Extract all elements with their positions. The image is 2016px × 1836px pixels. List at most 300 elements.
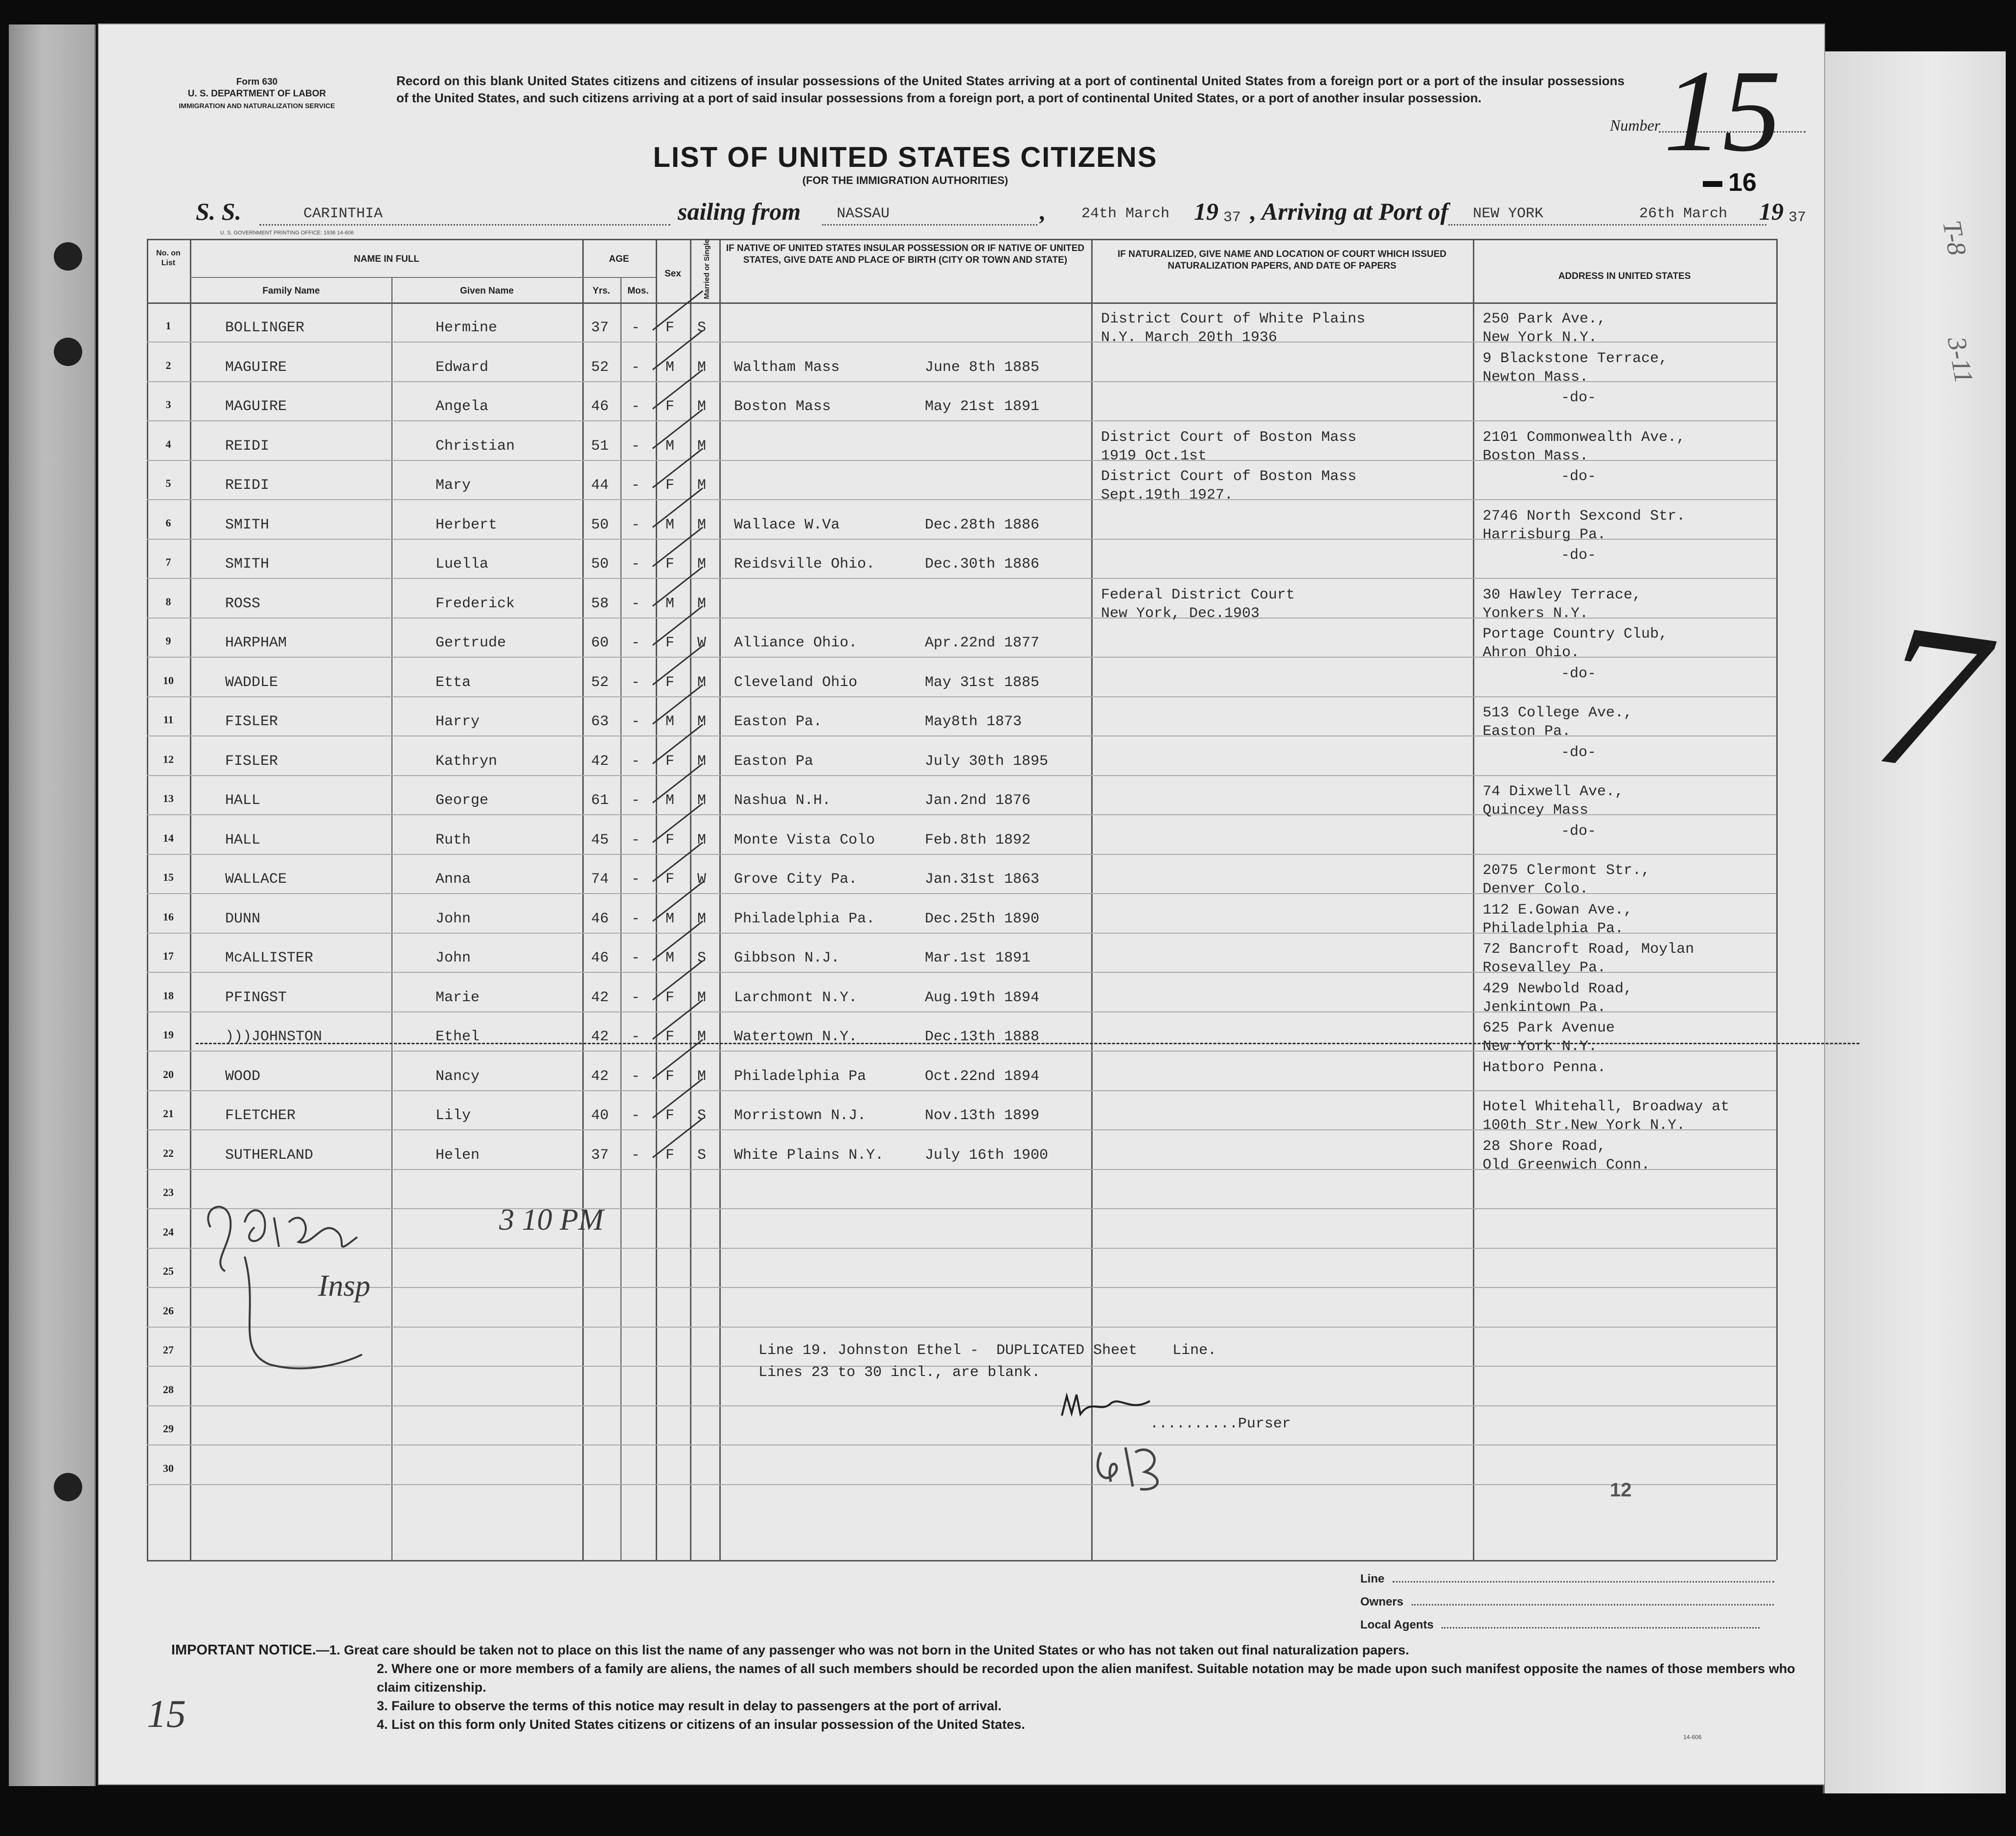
family-name: PFINGST	[225, 989, 287, 1006]
notice-item-3: 3. Failure to observe the terms of this notice may result in delay to passengers at the port of arrival.	[377, 1698, 1002, 1713]
birth-date: Dec.25th 1890	[925, 910, 1040, 927]
depart-year: 37	[1223, 209, 1241, 226]
row-number: 17	[163, 950, 174, 962]
family-name: HALL	[225, 831, 261, 849]
age-months: -	[631, 477, 641, 494]
given-name: Frederick	[435, 595, 515, 612]
row-number: 9	[165, 635, 171, 647]
sex: F	[665, 398, 675, 415]
row-number: 26	[163, 1304, 174, 1317]
given-name: Hermine	[435, 320, 498, 336]
arrival-time: 3 10 PM	[499, 1203, 604, 1237]
age-years: 63	[591, 713, 609, 730]
family-name: REIDI	[225, 477, 270, 494]
family-name: FISLER	[225, 753, 278, 770]
age-years: 42	[591, 1029, 609, 1045]
birth-date: Oct.22nd 1894	[925, 1068, 1040, 1085]
age-months: -	[631, 713, 641, 730]
notice-item-1: IMPORTANT NOTICE.—1. Great care should be taken not to place on this list the name of any passenger who was not born in the United States or who has not taken out final naturalization papers.	[171, 1642, 1409, 1658]
col-line	[1473, 239, 1474, 1560]
address-line-1: -do-	[1561, 823, 1597, 840]
sex: M	[665, 437, 675, 455]
age-years: 50	[591, 556, 609, 573]
birth-date: Aug.19th 1894	[925, 989, 1040, 1006]
age-years: 37	[591, 320, 609, 336]
port-line	[1448, 224, 1766, 226]
marital-status: M	[697, 556, 707, 573]
family-name: REIDI	[225, 437, 270, 455]
age-months: -	[631, 398, 641, 415]
sex: M	[665, 713, 675, 730]
check-mark	[652, 842, 703, 882]
age-months: -	[631, 320, 641, 336]
family-name: ROSS	[225, 595, 261, 612]
birth-date: Feb.8th 1892	[925, 831, 1031, 849]
side-mark-seven: 7	[1863, 578, 1997, 818]
row-number: 3	[165, 398, 171, 411]
address-line-1: -do-	[1561, 744, 1597, 761]
marital-status: M	[697, 595, 707, 612]
given-name: Ethel	[435, 1029, 480, 1045]
age-months: -	[631, 831, 641, 849]
age-months: -	[631, 359, 641, 376]
row-number: 28	[163, 1383, 174, 1396]
given-name: Gertrude	[435, 635, 506, 651]
check-mark	[652, 330, 703, 370]
age-years: 46	[591, 910, 609, 927]
owners-label: Owners	[1360, 1595, 1404, 1608]
birth-place: Boston Mass	[734, 398, 831, 415]
address-line-1: 2075 Clermont Str.,	[1483, 862, 1650, 879]
birth-date: July 16th 1900	[925, 1147, 1049, 1164]
row-number: 11	[163, 713, 174, 726]
page-title: LIST OF UNITED STATES CITIZENS	[653, 141, 1158, 173]
row-line	[147, 854, 1776, 855]
side-mark: 3-11	[1942, 335, 1979, 386]
address-line-1: -do-	[1561, 547, 1597, 564]
header-address: ADDRESS IN UNITED STATES	[1558, 271, 1691, 281]
table-bottom-line	[147, 1560, 1776, 1561]
header-sub-line	[190, 277, 656, 278]
row-number: 22	[163, 1147, 174, 1159]
age-years: 45	[591, 831, 609, 849]
birth-date: Jan.31st 1863	[925, 871, 1040, 888]
address-line-2: New York N.Y.	[1483, 329, 1598, 346]
marital-status: M	[697, 753, 707, 770]
family-name: MAGUIRE	[225, 398, 287, 415]
age-months: -	[631, 437, 641, 455]
age-years: 46	[591, 950, 609, 966]
given-name: Lily	[435, 1107, 471, 1124]
age-months: -	[631, 1068, 641, 1085]
sex: M	[665, 792, 675, 809]
agents-label: Local Agents	[1360, 1618, 1434, 1631]
age-years: 40	[591, 1107, 609, 1124]
row-number: 24	[163, 1225, 174, 1238]
ship-line	[259, 224, 670, 226]
row-number: 10	[163, 674, 174, 687]
check-mark	[652, 566, 703, 606]
check-mark	[652, 803, 703, 843]
row-line	[147, 696, 1776, 697]
check-mark	[652, 290, 703, 330]
check-mark	[652, 1078, 703, 1118]
birth-date: Dec.28th 1886	[925, 516, 1040, 533]
sex: F	[665, 477, 675, 494]
family-name: HALL	[225, 792, 261, 809]
birth-date: Jan.2nd 1876	[925, 792, 1031, 809]
address-line-2: 100th Str.New York N.Y.	[1483, 1117, 1686, 1134]
row-line	[147, 775, 1776, 776]
age-years: 44	[591, 477, 609, 494]
birth-place: Philadelphia Pa	[734, 1068, 867, 1085]
sex: M	[665, 910, 675, 927]
inspector-title: Insp	[318, 1269, 370, 1303]
number-value: 15	[1664, 46, 1781, 176]
arrive-year-prefix: 19	[1759, 198, 1784, 225]
row-number: 15	[163, 871, 174, 883]
adjacent-page-left-edge	[9, 24, 96, 1786]
marital-status: M	[697, 1068, 707, 1085]
age-months: -	[631, 910, 641, 927]
row-line	[147, 578, 1776, 579]
age-years: 60	[591, 635, 609, 651]
address-line-2: Ahron Ohio.	[1483, 644, 1580, 661]
address-line-2: Boston Mass.	[1483, 447, 1589, 464]
arrival-port: NEW YORK	[1473, 206, 1544, 222]
line-blank[interactable]	[1393, 1581, 1774, 1583]
header-bottom-line	[147, 302, 1776, 304]
notice-heading: IMPORTANT NOTICE.	[171, 1642, 316, 1658]
age-years: 50	[591, 516, 609, 533]
check-mark	[652, 999, 703, 1039]
age-months: -	[631, 1029, 641, 1045]
given-name: Christian	[435, 437, 515, 455]
given-name: Nancy	[435, 1068, 480, 1085]
manifest-page	[98, 23, 1825, 1785]
age-years: 52	[591, 674, 609, 691]
depart-year-prefix: 19	[1194, 198, 1218, 225]
given-name: Mary	[435, 477, 471, 494]
address-line-1: 112 E.Gowan Ave.,	[1483, 901, 1633, 918]
header-married-or-single: Married or Single	[703, 239, 711, 299]
comma: ,	[1040, 198, 1046, 225]
agents-blank[interactable]	[1442, 1627, 1760, 1629]
sex: F	[665, 556, 675, 573]
given-name: Harry	[435, 713, 480, 730]
birth-place: Gibbson N.J.	[734, 950, 840, 966]
birth-date: May 31st 1885	[925, 674, 1040, 691]
given-name: John	[435, 950, 471, 966]
family-name: WADDLE	[225, 674, 278, 691]
address-line-1: 72 Bancroft Road, Moylan	[1483, 941, 1695, 958]
note-blank-lines: Lines 23 to 30 incl., are blank.	[758, 1364, 1041, 1381]
sex: F	[665, 674, 675, 691]
check-mark	[652, 605, 703, 645]
check-mark	[652, 527, 703, 567]
row-number: 4	[165, 437, 171, 450]
sailing-label: sailing from	[678, 198, 801, 225]
company-line-field	[1360, 1572, 1825, 1586]
birth-date: June 8th 1885	[925, 359, 1040, 376]
binding-hole	[54, 1473, 82, 1501]
header-mos: Mos.	[627, 286, 649, 296]
initials-mark	[1086, 1433, 1174, 1496]
age-years: 58	[591, 595, 609, 612]
family-name: DUNN	[225, 910, 261, 927]
address-line-1: 2746 North Sexcond Str.	[1483, 507, 1686, 525]
naturalization-court: District Court of Boston Mass	[1101, 429, 1357, 446]
sex: F	[665, 753, 675, 770]
margin-number: 15	[147, 1693, 186, 1736]
age-months: -	[631, 989, 641, 1006]
check-mark	[652, 645, 703, 685]
age-years: 37	[591, 1147, 609, 1164]
address-line-1: 28 Shore Road,	[1483, 1138, 1606, 1155]
address-line-1: Hatboro Penna.	[1483, 1059, 1606, 1076]
birth-place: Cleveland Ohio	[734, 674, 858, 691]
address-line-2: Denver Colo.	[1483, 881, 1589, 897]
birth-place: Easton Pa	[734, 753, 814, 770]
marital-status: M	[697, 516, 707, 533]
naturalization-date: 1919 Oct.1st	[1101, 447, 1207, 464]
marital-status: M	[697, 437, 707, 455]
side-mark: T-8	[1937, 218, 1972, 258]
birth-place: Monte Vista Colo	[734, 831, 875, 849]
row-line	[147, 1405, 1776, 1406]
purser-label: ..........Purser	[1150, 1416, 1291, 1432]
naturalization-court: Federal District Court	[1101, 586, 1295, 603]
address-line-1: Hotel Whitehall, Broadway at	[1483, 1099, 1730, 1115]
col-line	[620, 277, 621, 1560]
given-name: John	[435, 910, 471, 927]
header-yrs: Yrs.	[593, 286, 610, 296]
number-label: Number	[1610, 116, 1661, 134]
birth-place: White Plains N.Y.	[734, 1147, 884, 1164]
header-naturalized: IF NATURALIZED, GIVE NAME AND LOCATION OF COURT WHICH ISSUED NATURALIZATION PAPERS, AND DATE OF PAPERS	[1117, 249, 1446, 271]
age-months: -	[631, 635, 641, 651]
sex: M	[665, 516, 675, 533]
age-months: -	[631, 792, 641, 809]
birth-date: Mar.1st 1891	[925, 950, 1031, 966]
important-notice	[171, 1641, 1810, 1734]
family-name: FISLER	[225, 713, 278, 730]
address-line-1: -do-	[1561, 390, 1597, 406]
sex: M	[665, 359, 675, 376]
age-months: -	[631, 753, 641, 770]
birth-place: Reidsville Ohio.	[734, 556, 875, 573]
printer-note: U. S. GOVERNMENT PRINTING OFFICE: 1936 14-606	[220, 230, 354, 236]
family-name: SMITH	[225, 556, 270, 573]
address-line-1: 625 Park Avenue	[1483, 1020, 1615, 1036]
address-line-1: 2101 Commonwealth Ave.,	[1483, 429, 1686, 446]
given-name: Anna	[435, 871, 471, 888]
marital-status: S	[697, 320, 707, 336]
row-number: 25	[163, 1265, 174, 1277]
address-line-1: -do-	[1561, 468, 1597, 485]
row-line	[147, 420, 1776, 421]
address-line-2: Newton Mass.	[1483, 368, 1589, 386]
from-line	[822, 224, 1037, 226]
birth-date: July 30th 1895	[925, 753, 1049, 770]
family-name: SUTHERLAND	[225, 1147, 314, 1164]
age-months: -	[631, 674, 641, 691]
marital-status: M	[697, 989, 707, 1006]
birth-place: Wallace W.Va	[734, 516, 840, 533]
naturalization-court: District Court of Boston Mass	[1101, 468, 1357, 485]
naturalization-date: Sept.19th 1927.	[1101, 487, 1234, 504]
depart-date: 24th March	[1081, 206, 1170, 222]
check-mark	[652, 369, 703, 409]
marital-status: M	[697, 1029, 707, 1045]
line-label: Line	[1360, 1572, 1385, 1585]
given-name: Ruth	[435, 831, 471, 849]
sex: F	[665, 989, 675, 1006]
age-years: 74	[591, 871, 609, 888]
check-mark	[652, 724, 703, 764]
owners-blank[interactable]	[1412, 1604, 1774, 1606]
birth-date: Nov.13th 1899	[925, 1107, 1040, 1124]
birth-place: Nashua N.H.	[734, 792, 831, 809]
address-line-1: 30 Hawley Terrace,	[1483, 586, 1642, 603]
notice-item-2: 2. Where one or more members of a family are aliens, the names of all such members should be recorded upon the alien manifest. Suitable notation may be made upon such manifest opposite the names of those members who claim citizenship.	[377, 1661, 1795, 1695]
age-years: 52	[591, 359, 609, 376]
marital-status: M	[697, 674, 707, 691]
col-line	[656, 239, 657, 1560]
sex: F	[665, 871, 675, 888]
sex: F	[665, 1107, 675, 1124]
address-line-1: -do-	[1561, 665, 1597, 682]
naturalization-date: N.Y. March 20th 1936	[1101, 329, 1278, 346]
given-name: Marie	[435, 989, 480, 1006]
given-name: Etta	[435, 674, 471, 691]
birth-place: Easton Pa.	[734, 713, 823, 730]
sex: F	[665, 1029, 675, 1045]
ship-name: CARINTHIA	[303, 206, 383, 222]
sex: F	[665, 1068, 675, 1085]
header-age: AGE	[609, 254, 629, 264]
address-line-2: Old Greenwich Conn.	[1483, 1156, 1650, 1173]
form-service: IMMIGRATION AND NATURALIZATION SERVICE	[179, 102, 335, 110]
address-line-2: Philadelphia Pa.	[1483, 920, 1624, 937]
company-agents-field	[1360, 1618, 1825, 1632]
family-name: HARPHAM	[225, 635, 287, 651]
age-years: 42	[591, 1068, 609, 1085]
family-name: SMITH	[225, 516, 270, 533]
family-name: )))JOHNSTON	[225, 1029, 322, 1045]
check-mark	[652, 684, 703, 724]
row-number: 18	[163, 989, 174, 1002]
address-line-2: Quincey Mass	[1483, 802, 1589, 819]
address-line-2: Easton Pa.	[1483, 723, 1571, 740]
arriving-label: , Arriving at Port of	[1250, 198, 1449, 225]
arrive-date: 26th March	[1639, 206, 1728, 222]
address-line-2: Jenkintown Pa.	[1483, 999, 1606, 1016]
address-line-2: Harrisburg Pa.	[1483, 526, 1606, 543]
col-line	[719, 239, 721, 1560]
row-number: 5	[165, 477, 171, 489]
form-tag	[161, 76, 352, 112]
check-mark	[652, 881, 703, 921]
header-name-in-full: NAME IN FULL	[353, 254, 420, 264]
header-top-line	[147, 239, 1776, 240]
birth-date: Apr.22nd 1877	[925, 635, 1040, 651]
birth-date: May 21st 1891	[925, 398, 1040, 415]
footer-code: 14-606	[1683, 1734, 1702, 1741]
row-number: 19	[163, 1029, 174, 1041]
check-mark	[652, 409, 703, 449]
given-name: Angela	[435, 398, 489, 415]
age-years: 46	[591, 398, 609, 415]
row-number: 7	[165, 556, 171, 568]
family-name: MAGUIRE	[225, 359, 287, 376]
marital-status: M	[697, 477, 707, 494]
age-years: 42	[591, 989, 609, 1006]
age-years: 61	[591, 792, 609, 809]
check-mark	[652, 1118, 703, 1158]
marital-status: M	[697, 831, 707, 849]
marital-status: S	[697, 1147, 707, 1164]
marital-status: S	[697, 950, 707, 966]
intro-text: Record on this blank United States citizens and citizens of insular possessions of the United States arriving at a port of continental United States from a foreign port or a port of the insular possessions of the United States, and such citizens arriving at a port of said insular possessions from a foreign port, a port of continental United States, or a port of another insular possession.	[396, 73, 1625, 105]
company-owners-field	[1360, 1595, 1825, 1609]
row-line	[147, 1445, 1776, 1446]
family-name: McALLISTER	[225, 950, 314, 966]
address-line-2: Yonkers N.Y.	[1483, 605, 1589, 622]
birth-place: Waltham Mass	[734, 359, 840, 376]
marital-status: M	[697, 792, 707, 809]
sex: F	[665, 320, 675, 336]
address-line-1: 429 Newbold Road,	[1483, 980, 1633, 997]
naturalization-court: District Court of White Plains	[1101, 311, 1366, 327]
row-number: 29	[163, 1423, 174, 1435]
header-given-name: Given Name	[460, 286, 514, 296]
sailing-from: NASSAU	[837, 206, 890, 222]
header-family-name: Family Name	[262, 286, 320, 296]
row-number: 12	[163, 753, 174, 765]
form-number: Form 630	[236, 77, 278, 87]
row-number: 8	[165, 595, 171, 608]
binding-hole	[54, 242, 82, 271]
address-line-1: 513 College Ave.,	[1483, 705, 1633, 721]
address-line-1: Portage Country Club,	[1483, 626, 1668, 643]
header-sex: Sex	[664, 269, 681, 279]
note-duplicate: Line 19. Johnston Ethel - DUPLICATED Sheet Line.	[758, 1342, 1217, 1359]
birth-place: Watertown N.Y.	[734, 1029, 858, 1045]
check-mark	[652, 448, 703, 488]
binding-hole	[54, 338, 82, 366]
birth-date: May8th 1873	[925, 713, 1022, 730]
header-birth: IF NATIVE OF UNITED STATES INSULAR POSSESSION OR IF NATIVE OF UNITED STATES, GIVE DATE AND PLACE OF BIRTH (CITY OR TOWN AND STATE)	[726, 243, 1085, 265]
ss-label: S. S.	[196, 198, 242, 225]
row-number: 21	[163, 1107, 174, 1120]
birth-place: Alliance Ohio.	[734, 635, 858, 651]
col-line	[1091, 239, 1093, 1560]
sex: F	[665, 1147, 675, 1164]
row-number: 20	[163, 1068, 174, 1080]
row-line	[147, 499, 1776, 500]
marital-status: M	[697, 713, 707, 730]
sex: F	[665, 831, 675, 849]
family-name: WALLACE	[225, 871, 287, 888]
naturalization-date: New York, Dec.1903	[1101, 605, 1260, 622]
row-number: 30	[163, 1462, 174, 1474]
row-number: 1	[165, 320, 171, 332]
given-name: George	[435, 792, 489, 809]
check-mark	[652, 1039, 703, 1079]
strike-line-row-19	[196, 1043, 1859, 1044]
age-months: -	[631, 950, 641, 966]
